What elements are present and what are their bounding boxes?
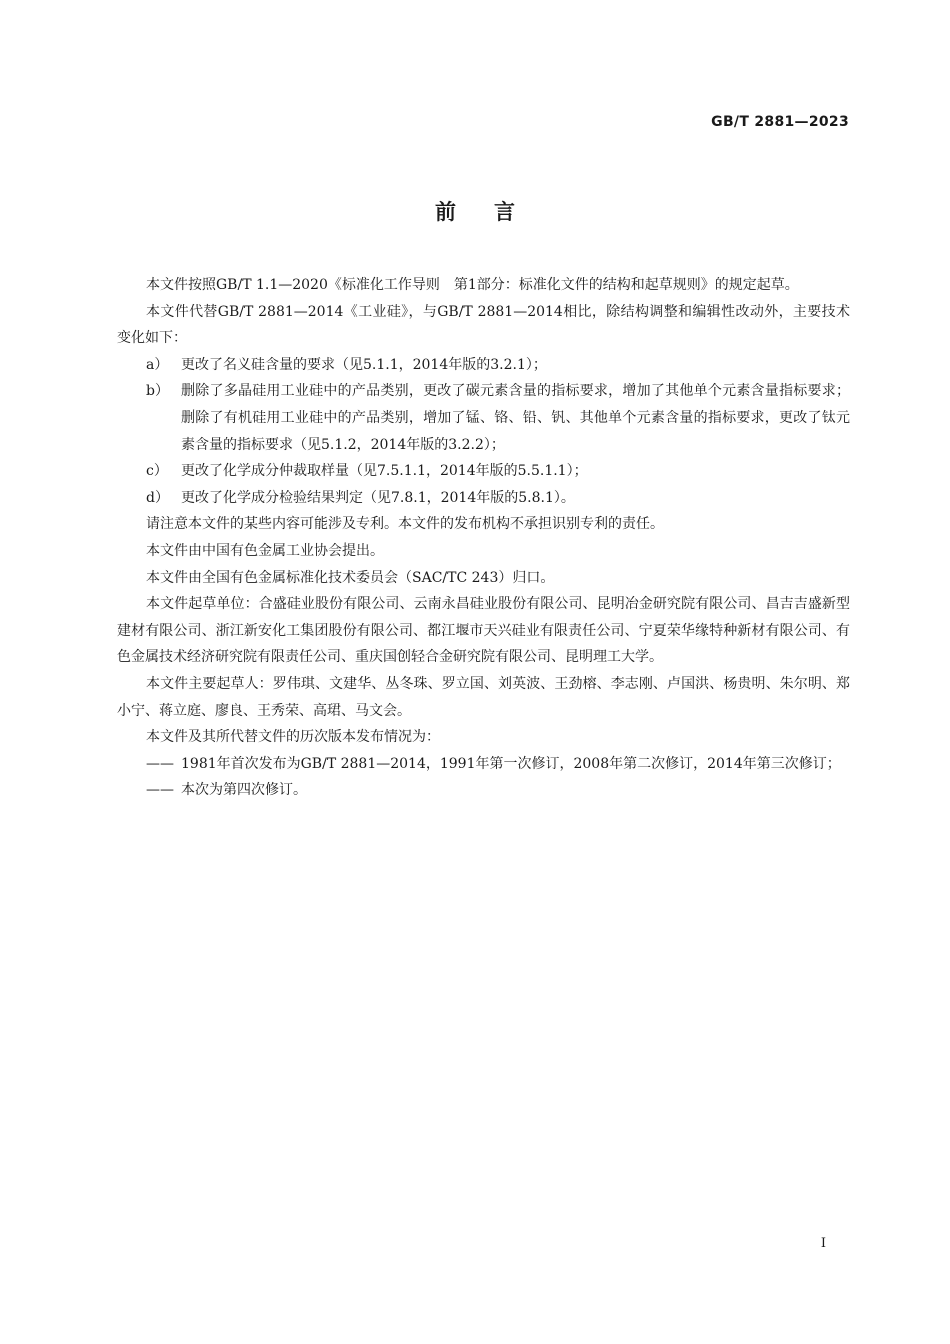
list-item-text: 删除了多晶硅用工业硅中的产品类别，更改了碳元素含量的指标要求，增加了其他单个元素含量指标要求；删除了有机硅用工业硅中的产品类别，增加了锰、铬、铅、钒、其他单个元素含量的指标要求，更改了钛元素含量的指标要求（见5.1.2，2014年版的3.2.2）； <box>181 383 850 453</box>
list-item-text: 更改了名义硅含量的要求（见5.1.1，2014年版的3.2.1）； <box>181 356 547 373</box>
dash-marker: —— <box>146 782 174 799</box>
paragraph-patent-notice: 请注意本文件的某些内容可能涉及专利。本文件的发布机构不承担识别专利的责任。 <box>146 516 664 533</box>
dash-marker: —— <box>146 755 174 772</box>
paragraph-proposer: 本文件由中国有色金属工业协会提出。 <box>146 542 384 559</box>
list-marker: a） <box>146 356 169 373</box>
list-item-text: 更改了化学成分仲裁取样量（见7.5.1.1，2014年版的5.5.1.1）； <box>181 463 588 480</box>
history-item <box>117 751 850 778</box>
page-number: I <box>820 1236 826 1251</box>
list-marker: d） <box>146 489 169 506</box>
history-item-text: 1981年首次发布为GB/T 2881—2014，1991年第一次修订，2008年第二次修订，2014年第三次修订； <box>181 755 841 772</box>
paragraph-committee: 本文件由全国有色金属标准化技术委员会（SAC/TC 243）归口。 <box>146 569 555 586</box>
list-item-text: 更改了化学成分检验结果判定（见7.8.1，2014年版的5.8.1）。 <box>181 489 575 506</box>
history-item <box>117 777 850 804</box>
change-item-d <box>117 485 850 512</box>
history-item-text: 本次为第四次修订。 <box>181 782 307 799</box>
list-marker: c） <box>146 463 168 480</box>
paragraph-drafters: 本文件主要起草人：罗伟琪、文建华、丛冬珠、罗立国、刘英波、王劲榕、李志刚、卢国洪、杨贵明、朱尔明、郑小宁、蒋立庭、廖良、王秀荣、高珺、马文会。 <box>117 675 850 719</box>
page-title: 前言 <box>435 200 553 224</box>
paragraph-drafting-rules: 本文件按照GB/T 1.1—2020《标准化工作导则 第1部分：标准化文件的结构和起草规则》的规定起草。 <box>146 277 799 293</box>
change-item-b <box>117 378 850 458</box>
paragraph-replacement: 本文件代替GB/T 2881—2014《工业硅》，与GB/T 2881—2014相比，除结构调整和编辑性改动外，主要技术变化如下： <box>117 303 850 347</box>
foreword-content <box>117 272 850 804</box>
list-marker: b） <box>146 383 169 400</box>
change-item-c <box>117 458 850 485</box>
standard-number: GB/T 2881—2023 <box>711 114 849 130</box>
change-item-a <box>117 352 850 379</box>
paragraph-drafting-units: 本文件起草单位：合盛硅业股份有限公司、云南永昌硅业股份有限公司、昆明冶金研究院有限公司、昌吉吉盛新型建材有限公司、浙江新安化工集团股份有限公司、都江堰市天兴硅业有限责任公司、宁夏荣华缘特种新材有限公司、有色金属技术经济研究院有限责任公司、重庆国创轻合金研究院有限公司、昆明理工大学。 <box>117 596 850 666</box>
paragraph-history-intro: 本文件及其所代替文件的历次版本发布情况为： <box>146 729 440 746</box>
